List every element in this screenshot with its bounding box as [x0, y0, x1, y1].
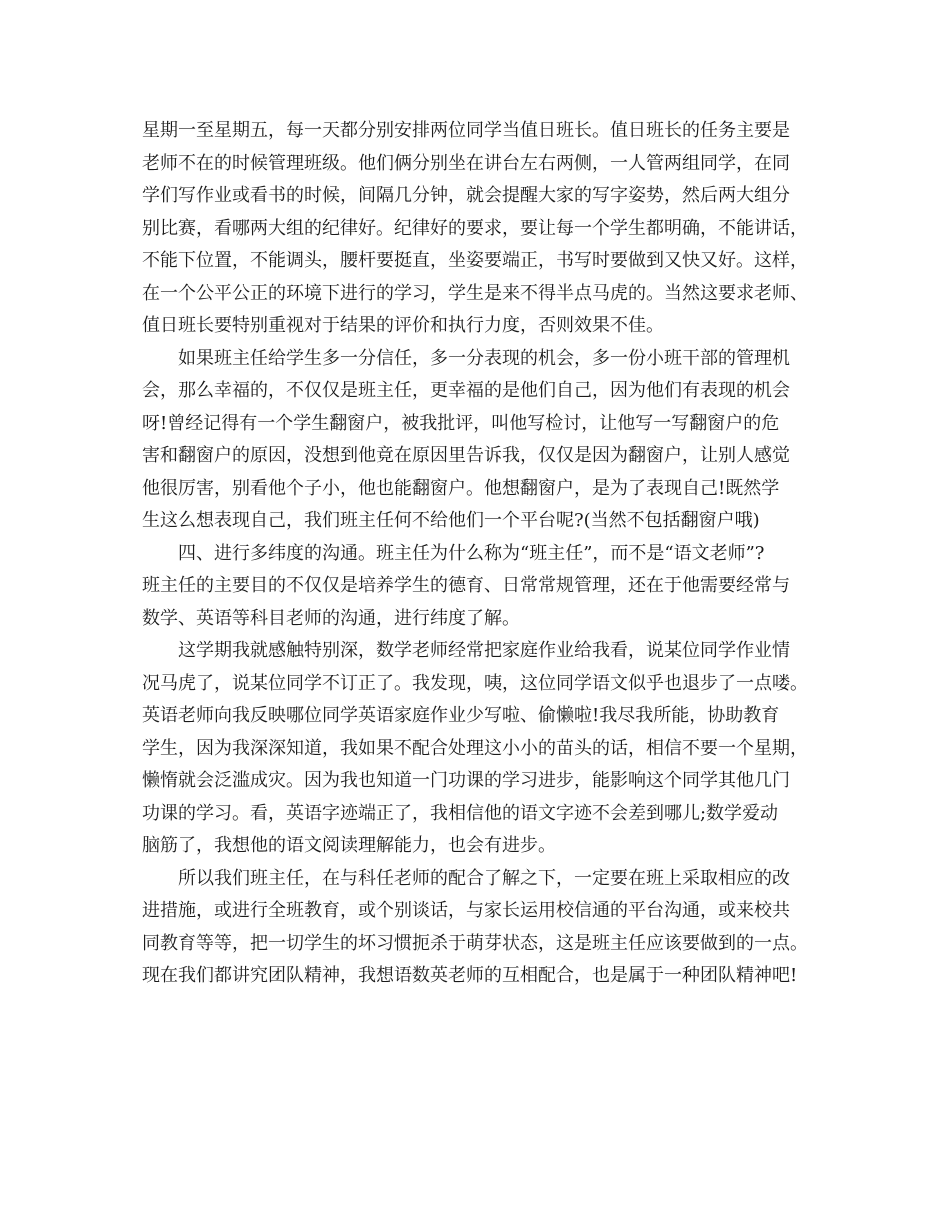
text-line: 懒惰就会泛滥成灾。因为我也知道一门功课的学习进步，能影响这个同学其他几门 — [142, 770, 790, 791]
text-line: 如果班主任给学生多一分信任，多一分表现的机会，多一份小班干部的管理机 — [178, 347, 790, 369]
paragraph-2 — [142, 343, 832, 538]
text-line: 现在我们都讲究团队精神，我想语数英老师的互相配合，也是属于一种团队精神吧! — [142, 965, 798, 986]
paragraph-3 — [142, 538, 832, 636]
paragraph-5 — [142, 863, 832, 993]
text-line: 四、进行多纬度的沟通。班主任为什么称为“班主任”，而不是“语文老师”? — [178, 542, 765, 564]
text-line: 功课的学习。看，英语字迹端正了，我相信他的语文字迹不会差到哪儿;数学爱动 — [142, 802, 779, 824]
text-line: 所以我们班主任，在与科任老师的配合了解之下，一定要在班上采取相应的改 — [178, 867, 790, 889]
paragraph-4 — [142, 635, 832, 863]
document-body — [142, 115, 832, 993]
text-line: 英语老师向我反映哪位同学英语家庭作业少写啦、偷懒啦!我尽我所能，协助教育 — [142, 705, 780, 726]
text-line: 星期一至星期五，每一天都分别安排两位同学当值日班长。值日班长的任务主要是 — [142, 120, 790, 141]
text-line: 生这么想表现自己，我们班主任何不给他们一个平台呢?(当然不包括翻窗户哦) — [142, 510, 760, 531]
text-line: 别比赛，看哪两大组的纪律好。纪律好的要求，要让每一个学生都明确，不能讲话， — [142, 217, 808, 239]
text-line: 他很厉害，别看他个子小，他也能翻窗户。他想翻窗户，是为了表现自己!既然学 — [142, 477, 780, 499]
text-line: 会，那么幸福的，不仅仅是班主任，更幸福的是他们自己，因为他们有表现的机会 — [142, 380, 790, 401]
text-line: 呀!曾经记得有一个学生翻窗户，被我批评，叫他写检讨，让他写一写翻窗户的危 — [142, 412, 780, 434]
text-line: 值日班长要特别重视对于结果的评价和执行力度，否则效果不佳。 — [142, 315, 664, 336]
text-line: 数学、英语等科目老师的沟通，进行纬度了解。 — [142, 607, 520, 629]
text-line: 学生，因为我深深知道，我如果不配合处理这小小的苗头的话，相信不要一个星期， — [142, 737, 808, 759]
text-line: 况马虎了，说某位同学不订正了。我发现，咦，这位同学语文似乎也退步了一点喽。 — [142, 672, 808, 694]
text-line: 不能下位置，不能调头，腰杆要挺直，坐姿要端正，书写时要做到又快又好。这样， — [142, 250, 808, 271]
text-line: 班主任的主要目的不仅仅是培养学生的德育、日常常规管理，还在于他需要经常与 — [142, 575, 790, 596]
text-line: 学们写作业或看书的时候，间隔几分钟，就会提醒大家的写字姿势，然后两大组分 — [142, 185, 790, 206]
text-line: 在一个公平公正的环境下进行的学习，学生是来不得半点马虎的。当然这要求老师、 — [142, 282, 808, 304]
text-line: 这学期我就感触特别深，数学老师经常把家庭作业给我看，说某位同学作业情 — [178, 640, 790, 661]
text-line: 同教育等等，把一切学生的坏习惯扼杀于萌芽状态，这是班主任应该要做到的一点。 — [142, 932, 808, 954]
text-line: 脑筋了，我想他的语文阅读理解能力，也会有进步。 — [142, 835, 556, 856]
text-line: 进措施，或进行全班教育，或个别谈话，与家长运用校信通的平台沟通，或来校共 — [142, 900, 790, 921]
text-line: 害和翻窗户的原因，没想到他竟在原因里告诉我，仅仅是因为翻窗户，让别人感觉 — [142, 445, 790, 466]
paragraph-1 — [142, 115, 832, 343]
text-line: 老师不在的时候管理班级。他们俩分别坐在讲台左右两侧，一人管两组同学，在同 — [142, 152, 790, 174]
